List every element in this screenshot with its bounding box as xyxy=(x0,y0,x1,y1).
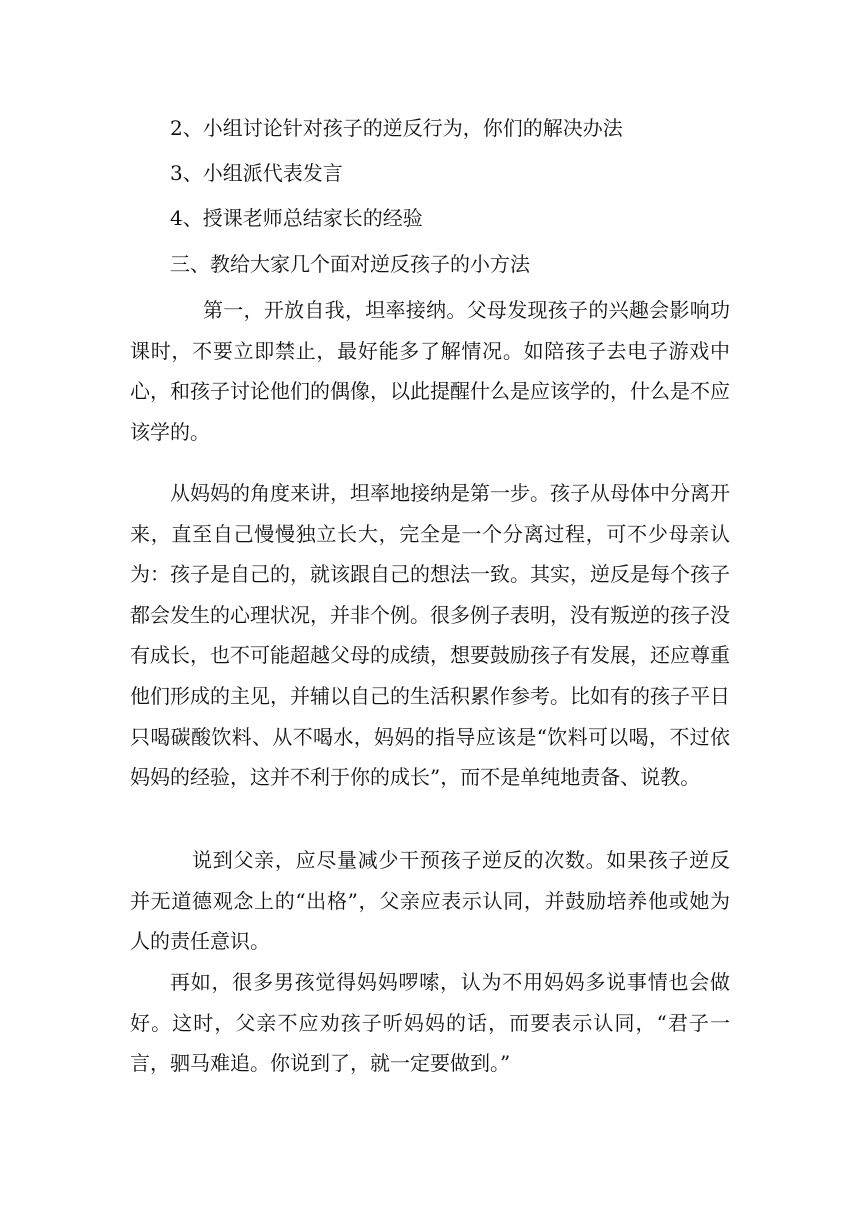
section-heading: 三、教给大家几个面对逆反孩子的小方法 xyxy=(170,252,530,276)
paragraph-example: 再如，很多男孩觉得妈妈啰嗦，认为不用妈妈多说事情也会做好。这时，父亲不应劝孩子听妈妈的话，而要表示认同，“君子一言，驷马难追。你说到了，就一定要做到。” xyxy=(130,970,730,1076)
list-item-4: 4、授课老师总结家长的经验 xyxy=(170,206,423,230)
list-item-3: 3、小组派代表发言 xyxy=(170,161,343,185)
paragraph-openness: 第一，开放自我，坦率接纳。父母发现孩子的兴趣会影响功课时，不要立即禁止，最好能多了解情况。如陪孩子去电子游戏中心，和孩子讨论他们的偶像，以此提醒什么是应该学的，什么是不应该学的。 xyxy=(130,298,730,444)
list-item-2: 2、小组讨论针对孩子的逆反行为，你们的解决办法 xyxy=(170,116,623,140)
paragraph-mother: 从妈妈的角度来讲，坦率地接纳是第一步。孩子从母体中分离开来，直至自己慢慢独立长大，完全是一个分离过程，可不少母亲认为：孩子是自己的，就该跟自己的想法一致。其实，逆反是每个孩子都会发生的心理状况，并非个例。很多例子表明，没有叛逆的孩子没有成长，也不可能超越父母的成绩，想要鼓励孩子有发展，还应尊重他们形成的主见，并辅以自己的生活积累作参考。比如有的孩子平日只喝碳酸饮料、从不喝水，妈妈的指导应该是“饮料可以喝，不过依妈妈的经验，这并不利于你的成长”，而不是单纯地责备、说教。 xyxy=(130,481,730,790)
paragraph-father: 说到父亲，应尽量减少干预孩子逆反的次数。如果孩子逆反并无道德观念上的“出格”，父亲应表示认同，并鼓励培养他或她为人的责任意识。 xyxy=(130,848,730,954)
